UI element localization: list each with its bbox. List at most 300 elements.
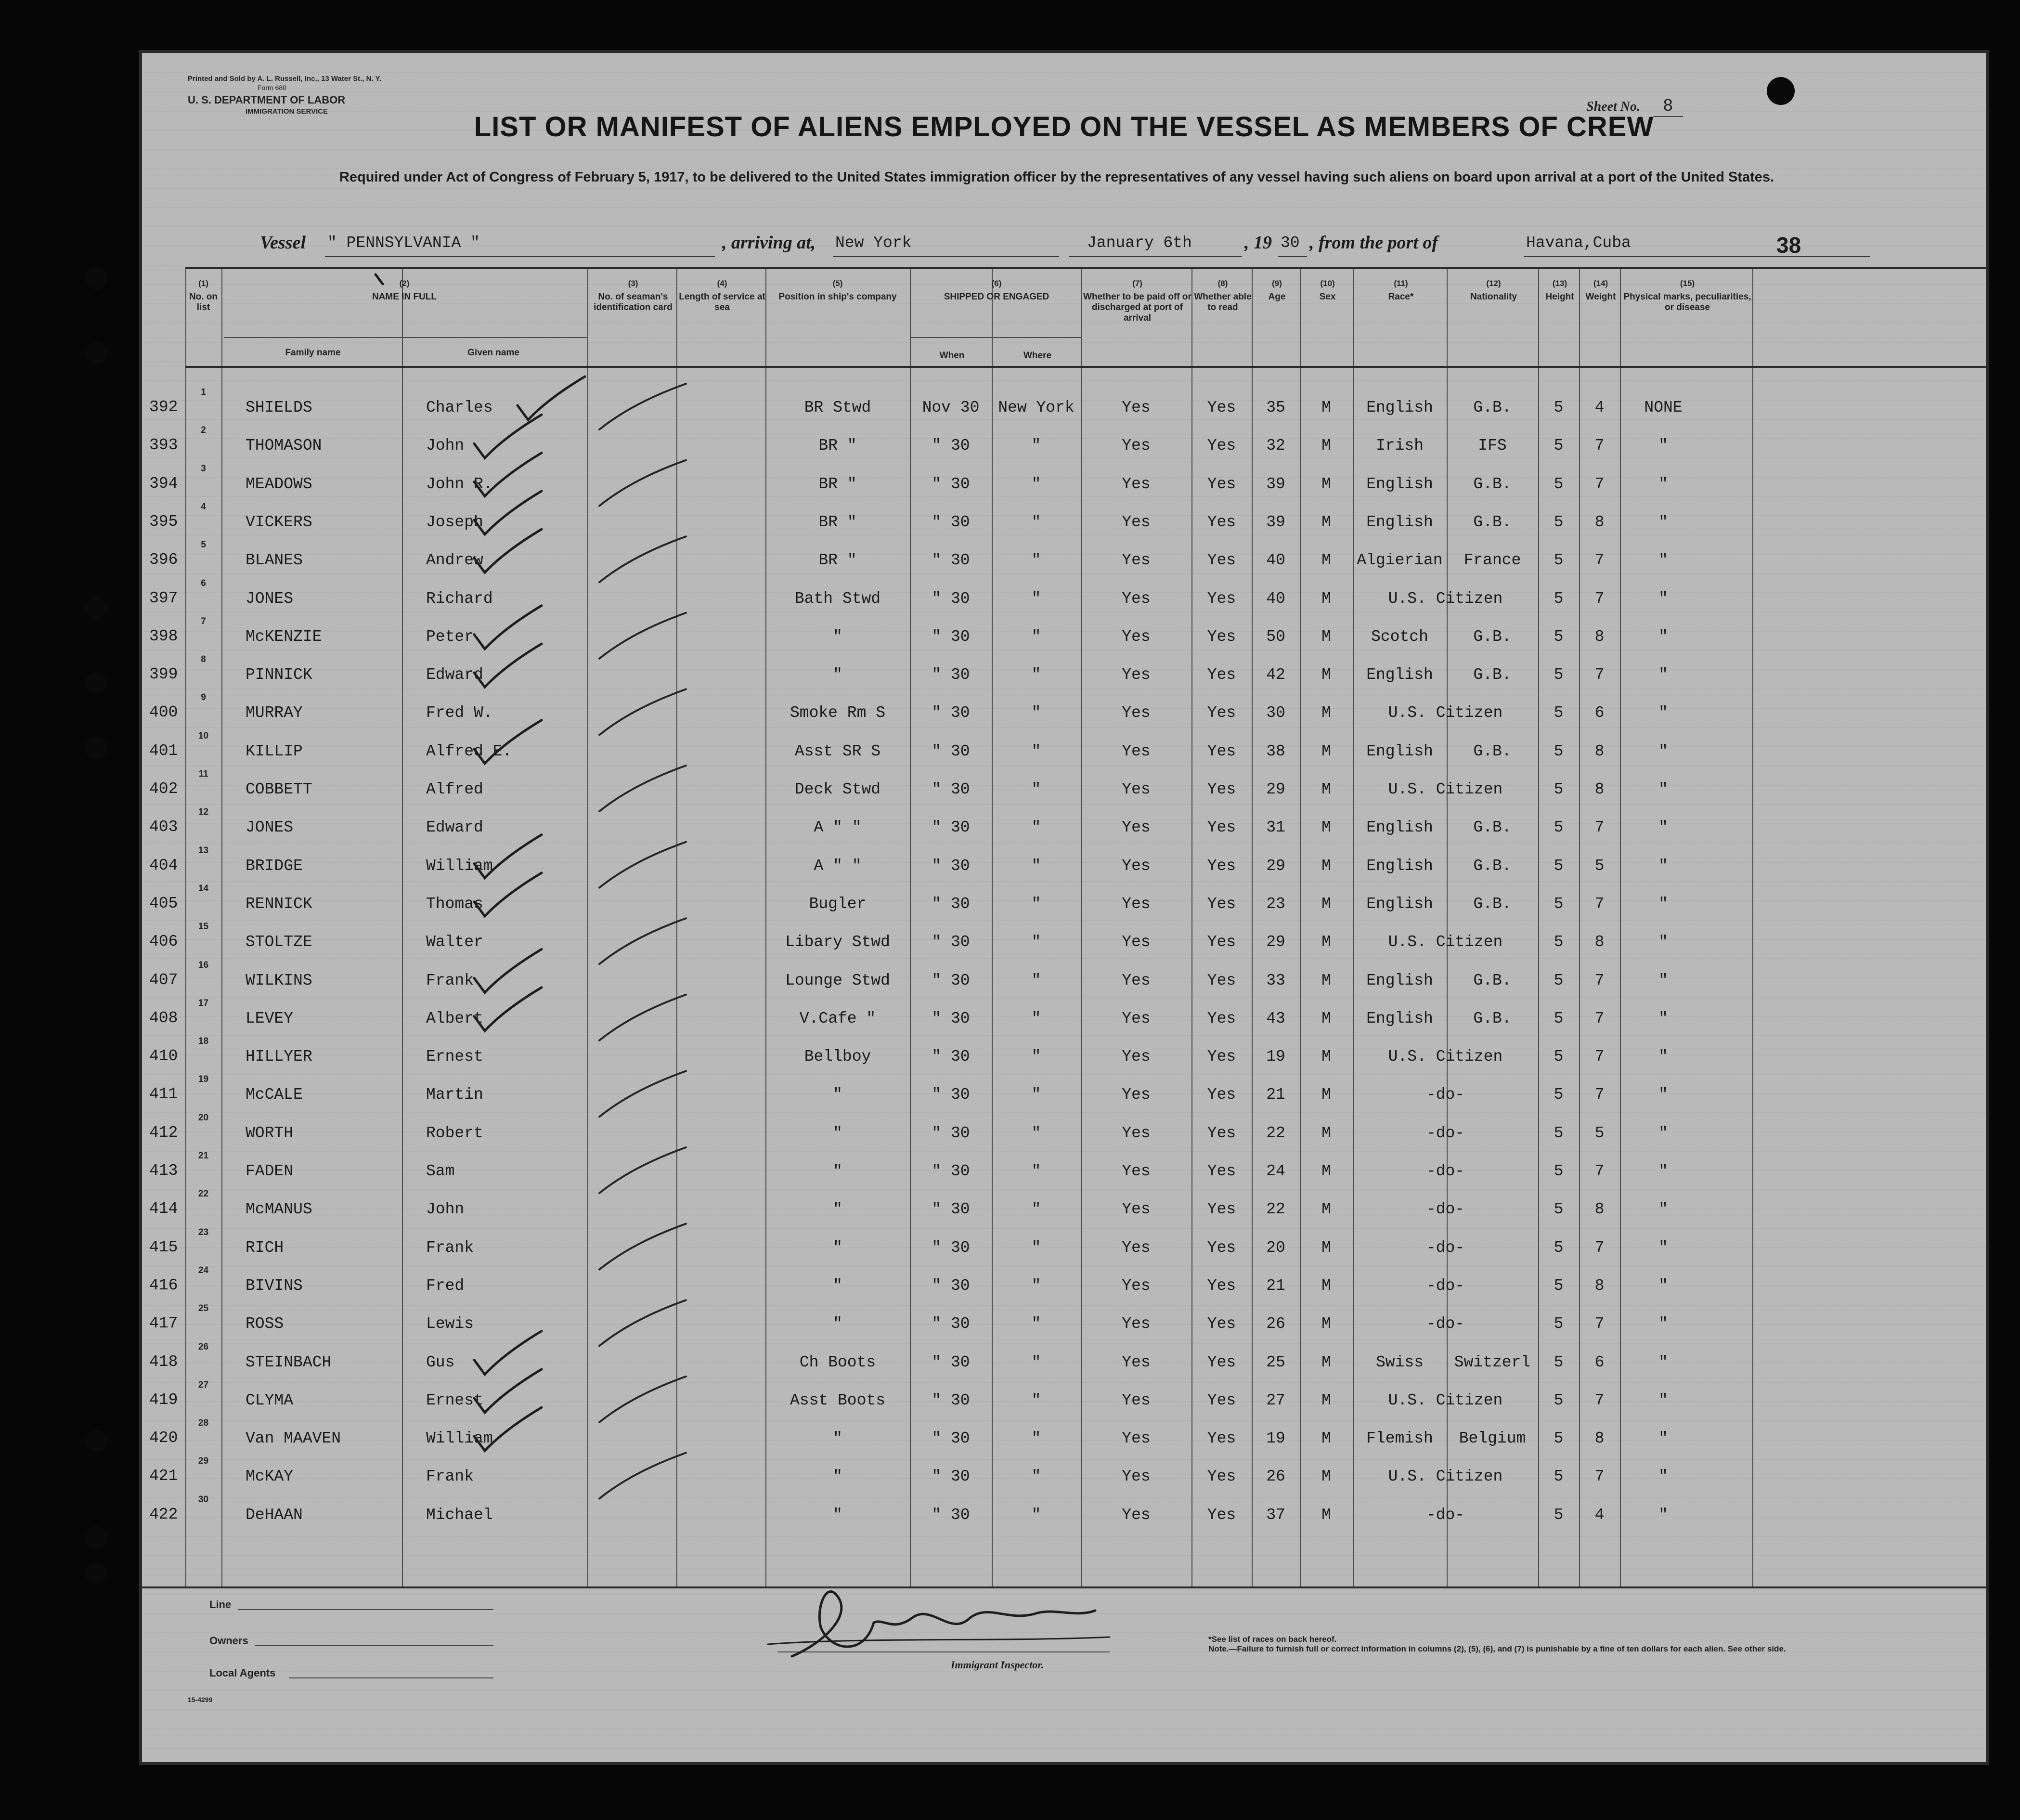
cell-when: " 30 [932,704,970,722]
grid-line [224,337,587,338]
cell-age: 43 [1266,1009,1285,1027]
cell-position: " [833,1200,842,1219]
grid-line [910,267,911,1586]
cell-race: Algierian [1357,551,1443,570]
punch-hole-icon [85,737,107,759]
cell-family: THOMASON [246,437,322,455]
col-header-height: (13) Height [1545,279,1574,302]
cell-marks: " [1658,1468,1668,1486]
inspector-caption: Immigrant Inspector. [951,1659,1044,1671]
row-number: 27 [198,1379,209,1390]
cell-given: Andrew [426,551,483,570]
cell-weight: 7 [1594,589,1605,608]
col-header-physical-marks: (15) Physical marks, peculiarities, or disease [1623,279,1751,312]
cell-sex: M [1321,475,1331,493]
from-label: , from the port of [1309,233,1438,253]
cell-where: " [1031,1162,1041,1180]
cell-height: 5 [1554,627,1564,646]
cell-nationality: G.B. [1473,857,1512,875]
grid-line [765,267,766,1586]
cell-sex: M [1321,1238,1331,1257]
cell-sex: M [1321,1009,1331,1027]
col-header-service: (4) Length of service at sea [679,279,765,312]
punch-hole-icon [85,1562,107,1585]
cell-weight: 7 [1594,1162,1605,1180]
cell-height: 5 [1554,971,1564,989]
cell-when: " 30 [932,513,970,531]
cell-age: 39 [1266,475,1285,493]
cell-where: " [1031,551,1041,570]
cell-paid: Yes [1122,437,1151,455]
manifest-line-number: 404 [149,856,178,874]
row-number: 26 [198,1341,209,1352]
row-number: 1 [201,387,206,397]
cell-race: Irish [1375,437,1424,455]
cell-family: RICH [246,1238,284,1257]
cell-height: 5 [1554,933,1564,951]
row-number: 6 [201,578,206,588]
cell-marks: " [1658,780,1668,798]
cell-when: " 30 [932,627,970,646]
cell-sex: M [1321,1276,1331,1295]
cell-race: U.S. Citizen [1388,1048,1503,1066]
cell-where: " [1031,1276,1041,1295]
manifest-line-number: 411 [149,1085,178,1104]
cell-race: -do- [1426,1162,1465,1180]
cell-height: 5 [1554,1238,1564,1257]
cell-age: 29 [1266,780,1285,798]
cell-race: Scotch [1371,627,1428,646]
cell-race: English [1366,857,1433,875]
cell-given: Fred [426,1276,465,1295]
cell-race: English [1366,819,1433,837]
cell-family: SHIELDS [246,399,312,416]
cell-height: 5 [1554,704,1564,722]
ink-stroke [599,536,686,582]
cell-when: " 30 [932,437,970,455]
manifest-line-number: 395 [149,512,178,531]
row-number: 17 [198,998,209,1008]
cell-marks: " [1658,742,1668,760]
cell-age: 40 [1266,551,1285,570]
manifest-line-number: 422 [149,1505,178,1523]
cell-family: MURRAY [246,704,303,722]
col-header-when: When [939,351,965,361]
cell-height: 5 [1554,895,1564,913]
row-number: 11 [198,769,208,779]
cell-position: " [833,1124,842,1142]
manifest-line-number: 399 [149,665,178,684]
cell-where: " [1031,742,1041,760]
cell-age: 25 [1266,1353,1285,1371]
cell-height: 5 [1554,1200,1564,1219]
arrival-year: 30 [1281,234,1300,252]
ink-stroke [599,995,686,1040]
cell-weight: 8 [1594,933,1605,951]
cell-position: " [833,1276,842,1295]
cell-paid: Yes [1122,1506,1151,1524]
cell-family: RENNICK [246,895,312,913]
cell-read: Yes [1207,780,1236,798]
cell-weight: 7 [1594,666,1605,684]
grid-line [1300,267,1301,1586]
manifest-line-number: 405 [149,894,178,912]
cell-read: Yes [1207,1124,1236,1142]
cell-height: 5 [1554,1430,1564,1448]
cell-height: 5 [1554,1276,1564,1295]
cell-height: 5 [1554,1391,1564,1409]
cell-when: " 30 [932,933,970,951]
cell-position: Lounge Stwd [785,971,890,989]
grid-line [587,267,588,1586]
arriving-label: , arriving at, [722,233,816,253]
cell-where: " [1031,666,1041,684]
cell-nationality: G.B. [1473,819,1512,837]
col-header-race: (11) Race* [1388,279,1414,302]
cell-where: " [1031,475,1041,493]
manifest-line-number: 394 [149,474,178,493]
ink-stroke [599,1071,686,1117]
row-number: 3 [201,463,206,474]
manifest-line-number: 421 [149,1467,178,1485]
cell-marks: " [1658,1124,1668,1142]
grid-line [1081,267,1082,1586]
year-prefix: , 19 [1244,233,1272,253]
cell-height: 5 [1554,475,1564,493]
cell-paid: Yes [1122,1353,1151,1371]
sheet-number [1586,96,1683,116]
arriving-port: New York [835,234,912,252]
cell-given: Frank [426,1238,474,1257]
cell-marks: " [1658,704,1668,722]
cell-read: Yes [1207,1353,1236,1371]
cell-height: 5 [1554,1048,1564,1066]
cell-age: 39 [1266,513,1285,531]
cell-age: 30 [1266,704,1285,722]
cell-marks: " [1658,819,1668,837]
cell-race: Flemish [1366,1430,1433,1448]
cell-paid: Yes [1122,819,1151,837]
cell-where: " [1031,1009,1041,1027]
cell-marks: " [1658,1391,1668,1409]
cell-age: 22 [1266,1124,1285,1142]
cell-weight: 6 [1594,1353,1605,1371]
cell-height: 5 [1554,819,1564,837]
cell-marks: " [1658,1430,1668,1448]
cell-position: " [833,1430,842,1448]
cell-paid: Yes [1122,1430,1151,1448]
cell-when: Nov 30 [922,399,980,416]
cell-nationality: G.B. [1473,627,1512,646]
cell-position: " [833,1086,842,1104]
cell-family: JONES [246,589,294,608]
row-number: 13 [198,845,209,856]
cell-given: Ernest [426,1048,483,1066]
cell-weight: 8 [1594,1200,1605,1219]
grid-line [185,267,1986,269]
cell-given: Joseph [426,513,483,531]
cell-age: 22 [1266,1200,1285,1219]
cell-where: " [1031,895,1041,913]
col-header-age: (9) Age [1268,279,1286,302]
cell-where: " [1031,819,1041,837]
cell-read: Yes [1207,1200,1236,1219]
cell-when: " 30 [932,1506,970,1524]
cell-paid: Yes [1122,589,1151,608]
manifest-line-number: 416 [149,1276,178,1294]
cell-race: -do- [1426,1276,1465,1295]
col-header-where: Where [1023,351,1052,361]
cell-family: McCALE [246,1086,303,1104]
cell-marks: " [1658,933,1668,951]
ink-stroke [599,384,686,429]
cell-given: John [426,437,465,455]
cell-race: Swiss [1375,1353,1424,1371]
cell-race: -do- [1426,1086,1465,1104]
cell-race: -do- [1426,1200,1465,1219]
cell-race: -do- [1426,1506,1465,1524]
cell-age: 27 [1266,1391,1285,1409]
cell-sex: M [1321,1086,1331,1104]
row-number: 25 [198,1303,209,1314]
cell-age: 50 [1266,627,1285,646]
page-subtitle: Required under Act of Congress of February 5, 1917, to be delivered to the United States immigration officer by the representatives of any vessel having such aliens on board upon arrival at a port of the United States. [339,169,1774,185]
vessel-label: Vessel [260,233,306,253]
cell-marks: " [1658,1200,1668,1219]
grid-line [1353,267,1354,1586]
row-number: 20 [198,1112,209,1123]
cell-paid: Yes [1122,551,1151,570]
col-header-paid-off: (7) Whether to be paid off or discharged at port of arrival [1083,279,1191,323]
cell-read: Yes [1207,551,1236,570]
row-number: 9 [201,692,206,703]
cell-paid: Yes [1122,742,1151,760]
row-number: 18 [198,1036,209,1047]
cell-where: " [1031,1086,1041,1104]
cell-race: English [1366,1009,1433,1027]
cell-age: 40 [1266,589,1285,608]
page-title: LIST OR MANIFEST OF ALIENS EMPLOYED ON THE VESSEL AS MEMBERS OF CREW [474,111,1654,143]
cell-given: John [426,1200,465,1219]
cell-weight: 8 [1594,627,1605,646]
cell-position: BR " [818,513,857,531]
grid-line [1252,267,1253,1586]
cell-paid: Yes [1122,1048,1151,1066]
cell-marks: " [1658,1009,1668,1027]
cell-given: Charles [426,399,493,416]
cell-sex: M [1321,1124,1331,1142]
manifest-line-number: 398 [149,627,178,645]
cell-marks: " [1658,589,1668,608]
cell-family: McKAY [246,1468,294,1486]
cell-given: Michael [426,1506,493,1524]
cell-where: " [1031,1238,1041,1257]
cell-where: " [1031,1353,1041,1371]
cell-nationality: G.B. [1473,895,1512,913]
cell-given: Martin [426,1086,483,1104]
cell-given: Alfred E. [426,742,512,760]
cell-position: " [833,1162,842,1180]
form-code: 15-4299 [188,1696,213,1703]
cell-sex: M [1321,1162,1331,1180]
grid-line [1191,267,1192,1586]
cell-paid: Yes [1122,627,1151,646]
cell-when: " 30 [932,1468,970,1486]
ink-stroke [599,766,686,811]
cell-when: " 30 [932,1086,970,1104]
cell-position: V.Cafe " [799,1009,876,1027]
cell-read: Yes [1207,437,1236,455]
cell-family: PINNICK [246,666,312,684]
cell-read: Yes [1207,1506,1236,1524]
cell-height: 5 [1554,1124,1564,1142]
cell-nationality: G.B. [1473,971,1512,989]
cell-read: Yes [1207,819,1236,837]
punch-hole-icon [85,342,107,364]
cell-marks: " [1658,437,1668,455]
cell-nationality: G.B. [1473,742,1512,760]
local-agents-label: Local Agents [209,1667,276,1679]
col-header-no: (1) No. on list [189,279,218,312]
cell-position: Asst Boots [790,1391,886,1409]
cell-position: Bath Stwd [794,589,881,608]
cell-when: " 30 [932,742,970,760]
form-number: Form 680 [258,84,286,91]
manifest-line-number: 407 [149,971,178,989]
manifest-line-number: 419 [149,1391,178,1409]
cell-sex: M [1321,819,1331,837]
col-header-name: (2) NAME IN FULL [372,279,437,302]
cell-sex: M [1321,857,1331,875]
grid-line [1752,267,1753,1586]
manifest-line-number: 392 [149,398,178,416]
manifest-line-number: 397 [149,589,178,607]
cell-when: " 30 [932,1315,970,1333]
cell-family: LEVEY [246,1009,294,1027]
cell-when: " 30 [932,1238,970,1257]
cell-weight: 4 [1594,1506,1605,1524]
cell-where: " [1031,513,1041,531]
cell-given: Robert [426,1124,483,1142]
cell-nationality: Belgium [1459,1430,1526,1448]
cell-where: New York [998,399,1075,416]
vessel-line [260,232,1935,261]
cell-family: DeHAAN [246,1506,303,1524]
col-header-sex: (10) Sex [1319,279,1336,302]
cell-height: 5 [1554,437,1564,455]
cell-weight: 6 [1594,704,1605,722]
cell-race: -do- [1426,1238,1465,1257]
cell-family: STOLTZE [246,933,312,951]
page-number: 38 [1776,233,1801,258]
cell-given: Fred W. [426,704,493,722]
cell-sex: M [1321,1430,1331,1448]
cell-race: U.S. Citizen [1388,780,1503,798]
cell-weight: 7 [1594,475,1605,493]
grid-line [910,337,1081,338]
cell-given: Walter [426,933,483,951]
cell-nationality: G.B. [1473,399,1512,416]
cell-where: " [1031,1200,1041,1219]
punch-hole-icon [85,597,107,619]
cell-family: KILLIP [246,742,303,760]
grid-line [1538,267,1539,1586]
manifest-line-number: 412 [149,1123,178,1142]
cell-age: 35 [1266,399,1285,416]
cell-family: BRIDGE [246,857,303,875]
cell-position: Asst SR S [794,742,881,760]
cell-sex: M [1321,1506,1331,1524]
grid-line [1579,267,1580,1586]
cell-age: 37 [1266,1506,1285,1524]
cell-paid: Yes [1122,1238,1151,1257]
cell-marks: " [1658,666,1668,684]
cell-marks: " [1658,1276,1668,1295]
grid-line [142,1586,1986,1588]
manifest-sheet [142,53,1986,1762]
cell-family: FADEN [246,1162,294,1180]
cell-paid: Yes [1122,399,1151,416]
cell-nationality: IFS [1478,437,1507,455]
note-races: *See list of races on back hereof. [1208,1635,1337,1644]
cell-height: 5 [1554,1468,1564,1486]
cell-read: Yes [1207,857,1236,875]
cell-given: Frank [426,1468,474,1486]
cell-where: " [1031,933,1041,951]
cell-weight: 8 [1594,513,1605,531]
cell-when: " 30 [932,589,970,608]
cell-position: Ch Boots [799,1353,876,1371]
manifest-line-number: 401 [149,741,178,760]
cell-marks: NONE [1644,399,1683,416]
row-number: 10 [198,730,209,741]
cell-weight: 8 [1594,1430,1605,1448]
cell-sex: M [1321,589,1331,608]
cell-read: Yes [1207,1468,1236,1486]
cell-height: 5 [1554,513,1564,531]
cell-when: " 30 [932,1430,970,1448]
cell-height: 5 [1554,780,1564,798]
cell-given: Ernest [426,1391,483,1409]
cell-race: English [1366,895,1433,913]
cell-where: " [1031,704,1041,722]
cell-read: Yes [1207,627,1236,646]
cell-family: McKENZIE [246,627,322,646]
cell-where: " [1031,857,1041,875]
cell-weight: 8 [1594,742,1605,760]
cell-read: Yes [1207,895,1236,913]
ink-stroke [599,1453,686,1498]
cell-marks: " [1658,513,1668,531]
cell-marks: " [1658,1353,1668,1371]
ink-stroke [599,918,686,964]
cell-when: " 30 [932,819,970,837]
from-port: Havana,Cuba [1526,234,1631,252]
manifest-line-number: 414 [149,1200,178,1218]
row-number: 29 [198,1456,209,1467]
row-number: 30 [198,1494,209,1505]
manifest-line-number: 396 [149,551,178,569]
ink-stroke [599,1147,686,1193]
sheet-number-label: Sheet No. [1586,99,1640,114]
cell-position: " [833,1238,842,1257]
cell-read: Yes [1207,399,1236,416]
cell-where: " [1031,780,1041,798]
line-label: Line [209,1599,232,1611]
manifest-line-number: 403 [149,818,178,836]
cell-marks: " [1658,971,1668,989]
cell-race: English [1366,666,1433,684]
